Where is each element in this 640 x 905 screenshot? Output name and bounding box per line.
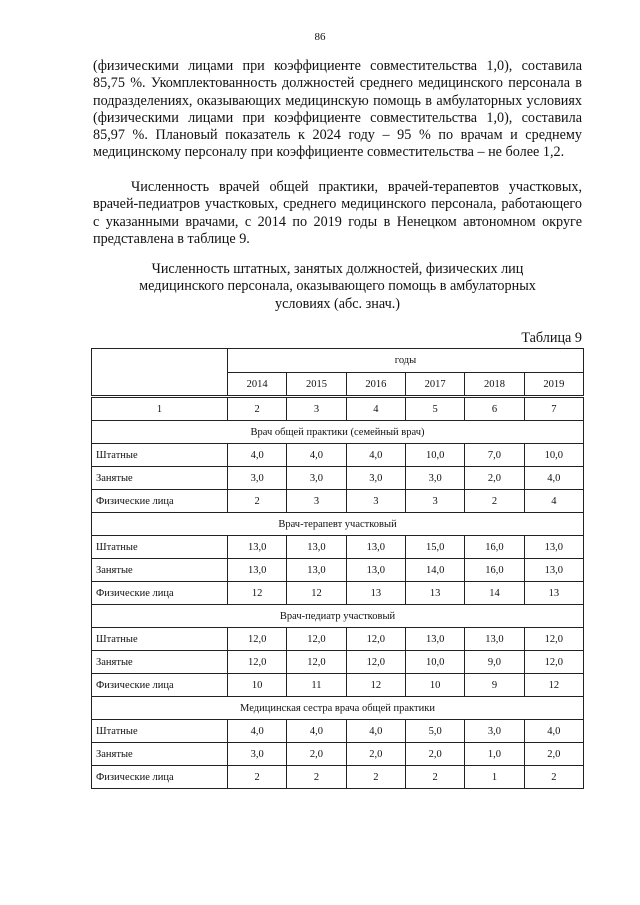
column-number-cell: 5: [405, 397, 464, 421]
value-cell: 4,0: [346, 720, 405, 743]
value-cell: 14,0: [405, 559, 464, 582]
column-number-cell: 6: [465, 397, 524, 421]
value-cell: 11: [287, 674, 346, 697]
value-cell: 12,0: [287, 628, 346, 651]
year-cell: 2017: [405, 373, 464, 397]
value-cell: 4,0: [287, 720, 346, 743]
persons-row: [92, 674, 584, 697]
occupied-row: [92, 559, 584, 582]
value-cell: 3,0: [465, 720, 524, 743]
value-cell: 12,0: [346, 651, 405, 674]
year-cell: 2014: [228, 373, 287, 397]
value-cell: 9: [465, 674, 524, 697]
value-cell: 3: [346, 490, 405, 513]
value-cell: 2,0: [465, 467, 524, 490]
value-cell: 3,0: [228, 743, 287, 766]
value-cell: 1,0: [465, 743, 524, 766]
value-cell: 12: [524, 674, 583, 697]
row-label: Занятые: [92, 467, 228, 490]
value-cell: 13,0: [405, 628, 464, 651]
table-header-row: [92, 349, 584, 373]
row-label: Занятые: [92, 651, 228, 674]
value-cell: 13,0: [287, 559, 346, 582]
row-label: Штатные: [92, 444, 228, 467]
value-cell: 12: [228, 582, 287, 605]
value-cell: 12,0: [287, 651, 346, 674]
section-title: Врач общей практики (семейный врач): [92, 421, 584, 444]
value-cell: 3,0: [228, 467, 287, 490]
value-cell: 1: [465, 766, 524, 789]
section-title-row: [92, 605, 584, 628]
value-cell: 13,0: [228, 559, 287, 582]
section-title: Врач-терапевт участковый: [92, 513, 584, 536]
occupied-row: [92, 743, 584, 766]
value-cell: 13,0: [228, 536, 287, 559]
value-cell: 2,0: [524, 743, 583, 766]
value-cell: 3,0: [405, 467, 464, 490]
value-cell: 10: [228, 674, 287, 697]
value-cell: 3: [405, 490, 464, 513]
section-title: Врач-педиатр участковый: [92, 605, 584, 628]
column-number-cell: 7: [524, 397, 583, 421]
value-cell: 2,0: [405, 743, 464, 766]
occupied-row: [92, 651, 584, 674]
value-cell: 13,0: [465, 628, 524, 651]
row-label: Физические лица: [92, 582, 228, 605]
value-cell: 3,0: [346, 467, 405, 490]
value-cell: 2: [465, 490, 524, 513]
value-cell: 3: [287, 490, 346, 513]
value-cell: 15,0: [405, 536, 464, 559]
persons-row: [92, 766, 584, 789]
section-title-row: [92, 697, 584, 720]
table-caption-line: медицинского персонала, оказывающего помощь в амбулаторных: [139, 278, 536, 295]
value-cell: 10,0: [405, 444, 464, 467]
row-label: Физические лица: [92, 490, 228, 513]
column-number-cell: 1: [92, 397, 228, 421]
staff-row: [92, 720, 584, 743]
table-caption: [93, 261, 582, 313]
section-title-row: [92, 421, 584, 444]
value-cell: 13,0: [346, 536, 405, 559]
persons-row: [92, 582, 584, 605]
column-number-cell: 4: [346, 397, 405, 421]
persons-row: [92, 490, 584, 513]
value-cell: 16,0: [465, 536, 524, 559]
staff-row: [92, 628, 584, 651]
value-cell: 16,0: [465, 559, 524, 582]
value-cell: 3,0: [287, 467, 346, 490]
value-cell: 10,0: [524, 444, 583, 467]
row-label: Штатные: [92, 536, 228, 559]
occupied-row: [92, 467, 584, 490]
section-title: Медицинская сестра врача общей практики: [92, 697, 584, 720]
value-cell: 13,0: [287, 536, 346, 559]
value-cell: 12: [346, 674, 405, 697]
value-cell: 2: [228, 490, 287, 513]
value-cell: 13: [524, 582, 583, 605]
value-cell: 2,0: [346, 743, 405, 766]
value-cell: 4,0: [346, 444, 405, 467]
year-cell: 2016: [346, 373, 405, 397]
row-label: Занятые: [92, 743, 228, 766]
row-label: Занятые: [92, 559, 228, 582]
value-cell: 2: [287, 766, 346, 789]
value-cell: 10,0: [405, 651, 464, 674]
value-cell: 13,0: [346, 559, 405, 582]
column-number-row: [92, 397, 584, 421]
value-cell: 13,0: [524, 536, 583, 559]
row-label: Физические лица: [92, 766, 228, 789]
value-cell: 4: [524, 490, 583, 513]
value-cell: 12,0: [228, 651, 287, 674]
value-cell: 4,0: [287, 444, 346, 467]
value-cell: 2: [524, 766, 583, 789]
corner-cell: [92, 349, 228, 397]
paragraph-staffing-rate: (физическими лицами при коэффициенте совместительства 1,0), составила 85,75 %. Укомплектованность должностей среднего медицинского персонала в подразделениях, оказывающих медицинскую помощь в амбулаторных условиях (физическими лицами при коэффициенте совместительства 1,0), составила 85,97 %. Плановый показатель к 2024 году – 95 % по врачам и среднему медицинскому персоналу при коэффициенте совместительства – не более 1,2.: [93, 58, 582, 161]
row-label: Штатные: [92, 720, 228, 743]
row-label: Физические лица: [92, 674, 228, 697]
page-number: 86: [314, 31, 326, 43]
row-label: Штатные: [92, 628, 228, 651]
section-title-row: [92, 513, 584, 536]
value-cell: 13: [405, 582, 464, 605]
column-number-cell: 2: [228, 397, 287, 421]
value-cell: 13,0: [524, 559, 583, 582]
value-cell: 4,0: [228, 720, 287, 743]
value-cell: 12,0: [346, 628, 405, 651]
year-cell: 2019: [524, 373, 583, 397]
value-cell: 2,0: [287, 743, 346, 766]
table-caption-line: условиях (абс. знач.): [275, 295, 400, 312]
value-cell: 14: [465, 582, 524, 605]
value-cell: 7,0: [465, 444, 524, 467]
value-cell: 4,0: [524, 720, 583, 743]
paragraph-table-intro: Численность врачей общей практики, врачей-терапевтов участковых, врачей-педиатров участковых, среднего медицинского персонала, работающего с указанными врачами, с 2014 по 2019 годы в Ненецком автономном округе представлена в таблице 9.: [93, 179, 582, 247]
table-label: Таблица 9: [521, 330, 582, 346]
value-cell: 4,0: [228, 444, 287, 467]
value-cell: 2: [346, 766, 405, 789]
value-cell: 12,0: [524, 628, 583, 651]
value-cell: 12,0: [524, 651, 583, 674]
value-cell: 2: [405, 766, 464, 789]
value-cell: 10: [405, 674, 464, 697]
value-cell: 2: [228, 766, 287, 789]
value-cell: 5,0: [405, 720, 464, 743]
years-header: годы: [228, 349, 584, 373]
table-caption-line: Численность штатных, занятых должностей, физических лиц: [151, 261, 524, 277]
year-cell: 2018: [465, 373, 524, 397]
staff-row: [92, 536, 584, 559]
staff-row: [92, 444, 584, 467]
value-cell: 12: [287, 582, 346, 605]
year-cell: 2015: [287, 373, 346, 397]
column-number-cell: 3: [287, 397, 346, 421]
value-cell: 4,0: [524, 467, 583, 490]
value-cell: 9,0: [465, 651, 524, 674]
staffing-table: [91, 348, 584, 789]
value-cell: 12,0: [228, 628, 287, 651]
value-cell: 13: [346, 582, 405, 605]
